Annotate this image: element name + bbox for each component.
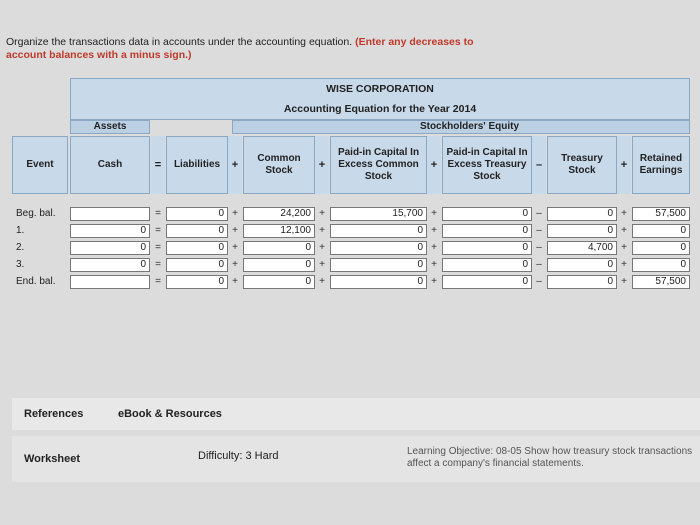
table-row: [12, 257, 690, 273]
cash-input[interactable]: 0: [70, 241, 150, 255]
op-plus: +: [431, 276, 437, 287]
cash-input[interactable]: [70, 275, 150, 289]
op-minus: –: [536, 259, 542, 270]
table-row: [12, 240, 690, 256]
col-header-pic-common: Paid-in Capital In Excess Common Stock: [330, 136, 427, 194]
group-stockholders-equity: Stockholders' Equity: [232, 120, 690, 134]
row-event: End. bal.: [16, 276, 56, 287]
common-stock-input[interactable]: 24,200: [243, 207, 315, 221]
instructions: [6, 36, 566, 62]
pic-treasury-input[interactable]: 0: [442, 241, 532, 255]
cash-input[interactable]: [70, 207, 150, 221]
common-stock-input[interactable]: 0: [243, 258, 315, 272]
col-op-minus: –: [532, 136, 546, 194]
common-stock-input[interactable]: 0: [243, 241, 315, 255]
op-eq: =: [155, 242, 161, 253]
op-eq: =: [155, 225, 161, 236]
liabilities-input[interactable]: 0: [166, 224, 228, 238]
op-plus: +: [319, 259, 325, 270]
pic-common-input[interactable]: 0: [330, 275, 427, 289]
op-plus: +: [319, 276, 325, 287]
treasury-stock-input[interactable]: 0: [547, 207, 617, 221]
retained-earnings-input[interactable]: 0: [632, 241, 690, 255]
op-plus: +: [232, 242, 238, 253]
op-plus: +: [621, 276, 627, 287]
liabilities-input[interactable]: 0: [166, 241, 228, 255]
cash-input[interactable]: 0: [70, 258, 150, 272]
col-header-cash: Cash: [70, 136, 150, 194]
op-plus: +: [621, 208, 627, 219]
treasury-stock-input[interactable]: 4,700: [547, 241, 617, 255]
common-stock-input[interactable]: 0: [243, 275, 315, 289]
op-plus: +: [319, 208, 325, 219]
col-op-plus-4: +: [617, 136, 631, 194]
pic-common-input[interactable]: 0: [330, 258, 427, 272]
learning-objective-text: Learning Objective: 08-05 Show how treasury stock transactions affect a company's financial statements.: [407, 446, 693, 469]
col-header-liabilities: Liabilities: [166, 136, 228, 194]
op-minus: –: [536, 225, 542, 236]
references-bar: [12, 398, 700, 430]
table-title-band: [70, 78, 690, 120]
liabilities-input[interactable]: 0: [166, 275, 228, 289]
col-header-event: Event: [12, 136, 68, 194]
company-name: WISE CORPORATION: [326, 83, 434, 95]
ebook-resources-link[interactable]: eBook & Resources: [118, 408, 222, 420]
op-minus: –: [536, 242, 542, 253]
col-header-retained-earnings: Retained Earnings: [632, 136, 690, 194]
op-plus: +: [431, 208, 437, 219]
instruction-emphasis-cont: account balances with a minus sign.): [6, 49, 192, 61]
retained-earnings-input[interactable]: 57,500: [632, 275, 690, 289]
pic-common-input[interactable]: 0: [330, 224, 427, 238]
pic-common-input[interactable]: 15,700: [330, 207, 427, 221]
table-row: [12, 206, 690, 222]
treasury-stock-input[interactable]: 0: [547, 258, 617, 272]
op-plus: +: [621, 225, 627, 236]
retained-earnings-input[interactable]: 57,500: [632, 207, 690, 221]
common-stock-input[interactable]: 12,100: [243, 224, 315, 238]
instruction-emphasis: (Enter any decreases to: [355, 36, 474, 48]
op-plus: +: [621, 259, 627, 270]
liabilities-input[interactable]: 0: [166, 207, 228, 221]
col-op-plus-2: +: [315, 136, 329, 194]
retained-earnings-input[interactable]: 0: [632, 258, 690, 272]
col-op-eq: =: [151, 136, 165, 194]
worksheet-bar: [12, 436, 700, 482]
op-plus: +: [431, 225, 437, 236]
pic-treasury-input[interactable]: 0: [442, 224, 532, 238]
table-row: [12, 274, 690, 290]
row-event: 2.: [16, 242, 25, 253]
op-plus: +: [431, 259, 437, 270]
table-subtitle: Accounting Equation for the Year 2014: [283, 103, 477, 115]
table-row: [12, 223, 690, 239]
op-minus: –: [536, 208, 542, 219]
col-header-pic-treasury: Paid-in Capital In Excess Treasury Stock: [442, 136, 532, 194]
pic-common-input[interactable]: 0: [330, 241, 427, 255]
table-rows: [12, 206, 690, 292]
treasury-stock-input[interactable]: 0: [547, 275, 617, 289]
worksheet-label[interactable]: Worksheet: [24, 453, 81, 465]
group-header-row: [12, 120, 690, 134]
treasury-stock-input[interactable]: 0: [547, 224, 617, 238]
op-plus: +: [232, 259, 238, 270]
op-eq: =: [155, 276, 161, 287]
instruction-text: Organize the transactions data in accounts under the accounting equation.: [6, 36, 353, 48]
row-event: Beg. bal.: [16, 208, 56, 219]
col-header-treasury-stock: Treasury Stock: [547, 136, 617, 194]
group-assets: Assets: [70, 120, 150, 134]
row-event: 3.: [16, 259, 25, 270]
op-plus: +: [431, 242, 437, 253]
retained-earnings-input[interactable]: 0: [632, 224, 690, 238]
pic-treasury-input[interactable]: 0: [442, 258, 532, 272]
op-eq: =: [155, 259, 161, 270]
op-minus: –: [536, 276, 542, 287]
row-event: 1.: [16, 225, 25, 236]
op-plus: +: [232, 208, 238, 219]
cash-input[interactable]: 0: [70, 224, 150, 238]
liabilities-input[interactable]: 0: [166, 258, 228, 272]
op-plus: +: [621, 242, 627, 253]
op-plus: +: [232, 276, 238, 287]
pic-treasury-input[interactable]: 0: [442, 275, 532, 289]
col-op-plus-1: +: [228, 136, 242, 194]
op-plus: +: [232, 225, 238, 236]
op-plus: +: [319, 225, 325, 236]
op-plus: +: [319, 242, 325, 253]
op-eq: =: [155, 208, 161, 219]
difficulty-text: Difficulty: 3 Hard: [198, 450, 279, 462]
references-tab[interactable]: References: [24, 408, 84, 420]
pic-treasury-input[interactable]: 0: [442, 207, 532, 221]
col-op-plus-3: +: [427, 136, 441, 194]
col-header-common-stock: Common Stock: [243, 136, 315, 194]
